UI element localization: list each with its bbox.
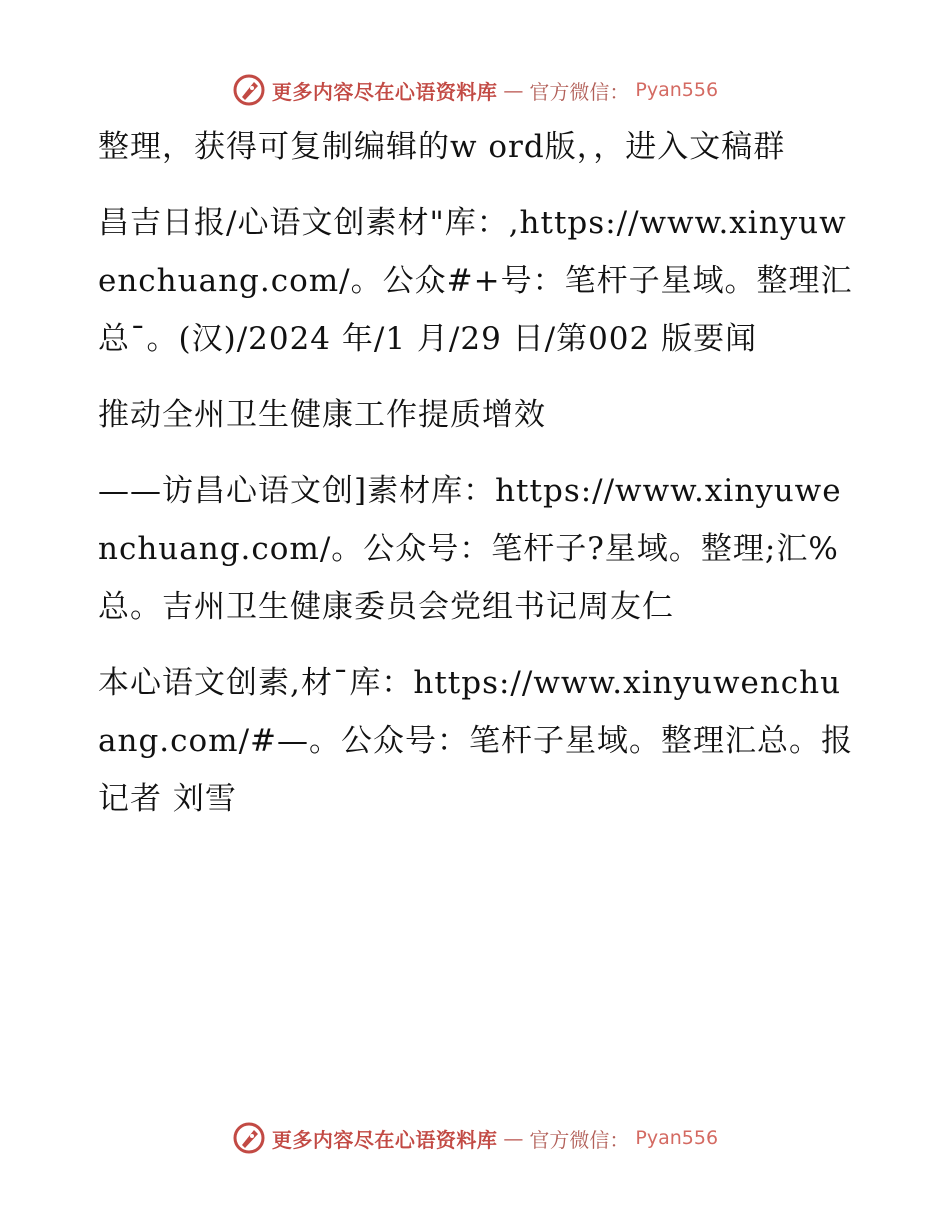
banner-official-label: 官方微信： xyxy=(529,79,630,104)
banner-main-text: 更多内容尽在心语资料库 xyxy=(271,1127,498,1152)
paragraph-2: 昌吉日报/心语文创素材"库：,https://www.xinyuwenchuang.com/。公众#+号：笔杆子星域。整理汇总¯。(汉)/2024 年/1 月/29 日/第002 版要闻 xyxy=(98,205,853,357)
pen-nib-circle-icon xyxy=(232,1121,266,1155)
header-banner xyxy=(0,70,950,110)
paragraph-1: 整理，获得可复制编辑的w ord版，，进入文稿群 xyxy=(98,129,786,165)
paragraph-byline: 本心语文创素,材¯库：https://www.xinyuwenchuang.com/#—。公众号：笔杆子星域。整理汇总。报记者 刘雪 xyxy=(98,665,853,817)
banner-wechat-handle: Pyan556 xyxy=(635,1127,719,1149)
pen-nib-circle-icon xyxy=(232,73,266,107)
footer-banner xyxy=(0,1118,950,1158)
banner-official-label: 官方微信： xyxy=(529,1127,630,1152)
article-subtitle: ——访昌心语文创]素材库：https://www.xinyuwenchuang.com/。公众号：笔杆子?星域。整理;汇%总。吉州卫生健康委员会党组书记周友仁 xyxy=(98,473,842,625)
banner-dash: — xyxy=(503,1126,524,1150)
article-title: 推动全州卫生健康工作提质增效 xyxy=(98,397,546,433)
banner-wechat-handle: Pyan556 xyxy=(635,79,719,101)
banner-dash: — xyxy=(503,78,524,102)
banner-main-text: 更多内容尽在心语资料库 xyxy=(271,79,498,104)
document-body xyxy=(98,118,858,846)
